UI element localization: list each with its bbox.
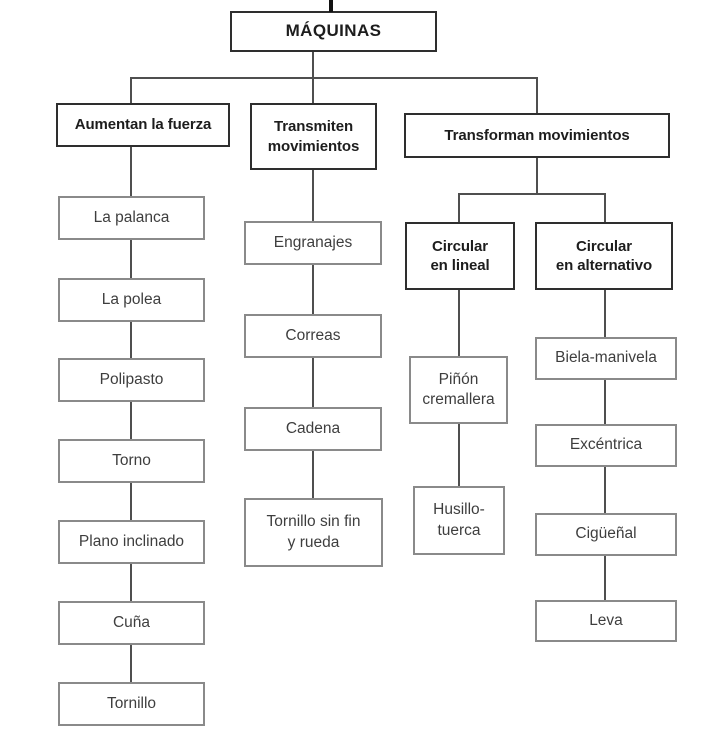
node-cuna — [58, 601, 205, 645]
node-la-polea — [58, 278, 205, 322]
node-pinon-line2: cremallera — [422, 391, 495, 408]
node-biela-manivela — [535, 337, 677, 380]
node-husillo-line1: Husillo- — [433, 501, 485, 519]
header-transmiten-line1: Transmiten — [273, 118, 354, 135]
connector-transmit-2 — [312, 265, 314, 314]
node-maquinas — [230, 11, 437, 52]
connector-transmit-3 — [312, 358, 314, 407]
node-engranajes-label: Engranajes — [273, 233, 353, 251]
node-polipasto — [58, 358, 205, 402]
header-circular-en-lineal — [405, 222, 515, 290]
node-leva — [535, 600, 677, 642]
node-torno — [58, 439, 205, 483]
node-cadena-label: Cadena — [285, 419, 341, 437]
node-pinon-line1: Piñón — [438, 370, 479, 388]
connector-alt-2 — [604, 380, 606, 424]
node-plano-inclinado-label: Plano inclinado — [78, 532, 185, 550]
header-circular-alt-line2: en alternativo — [555, 257, 653, 274]
connector-alt-3 — [604, 467, 606, 513]
node-cuna-label: Cuña — [112, 613, 151, 631]
connector-force-4 — [130, 402, 132, 439]
header-circular-en-alternativo — [535, 222, 673, 290]
top-stub-line — [329, 0, 333, 12]
node-husillo-tuerca — [413, 486, 505, 555]
connector-force-1 — [130, 147, 132, 196]
connector-linear-2 — [458, 424, 460, 486]
header-circular-alt-line1: Circular — [576, 237, 632, 255]
header-transmiten-movimientos — [250, 103, 377, 170]
node-la-palanca — [58, 196, 205, 240]
node-excentrica — [535, 424, 677, 467]
connector-linear-1 — [458, 290, 460, 356]
header-transforman-movimientos — [404, 113, 670, 158]
header-aumentan-la-fuerza — [56, 103, 230, 147]
connector-drop-linear — [458, 193, 460, 222]
node-la-polea-label: La polea — [101, 290, 162, 308]
node-pinon-cremallera — [409, 356, 508, 424]
header-transmiten-line2: movimientos — [267, 137, 360, 155]
connector-drop-force — [130, 77, 132, 103]
node-torno-label: Torno — [112, 451, 151, 469]
node-tornillo-sin-fin-line1: Tornillo sin fin — [266, 513, 361, 531]
node-maquinas-label: MÁQUINAS — [285, 21, 382, 41]
connector-alt-1 — [604, 290, 606, 337]
connector-level2-horizontal — [458, 193, 606, 195]
node-tornillo — [58, 682, 205, 726]
node-tornillo-sin-fin — [244, 498, 383, 567]
header-transforman-label: Transforman movimientos — [444, 126, 630, 144]
node-engranajes — [244, 221, 382, 265]
node-excentrica-label: Excéntrica — [569, 436, 643, 454]
node-leva-label: Leva — [589, 611, 623, 629]
header-aumentan-la-fuerza-label: Aumentan la fuerza — [74, 116, 212, 134]
connector-force-5 — [130, 483, 132, 520]
connector-level1-horizontal — [130, 77, 538, 79]
header-circular-lineal-line1: Circular — [432, 237, 488, 255]
node-la-palanca-label: La palanca — [93, 208, 170, 226]
node-correas — [244, 314, 382, 358]
node-polipasto-label: Polipasto — [99, 370, 164, 388]
node-correas-label: Correas — [285, 326, 341, 344]
connector-transform-drop — [536, 158, 538, 194]
node-plano-inclinado — [58, 520, 205, 564]
node-biela-manivela-label: Biela-manivela — [555, 349, 657, 367]
connector-force-3 — [130, 322, 132, 358]
connector-force-7 — [130, 645, 132, 682]
connector-force-2 — [130, 240, 132, 278]
connector-drop-alternative — [604, 193, 606, 222]
node-cadena — [244, 407, 382, 451]
node-tornillo-label: Tornillo — [106, 694, 157, 712]
connector-transmit-1 — [312, 170, 314, 221]
connector-alt-4 — [604, 556, 606, 600]
node-tornillo-sin-fin-line2: y rueda — [287, 533, 340, 551]
connector-transmit-4 — [312, 451, 314, 498]
node-ciguenal — [535, 513, 677, 556]
node-ciguenal-label: Cigüeñal — [575, 525, 637, 543]
node-husillo-line2: tuerca — [437, 521, 481, 539]
header-circular-lineal-line2: en lineal — [430, 257, 490, 274]
connector-force-6 — [130, 564, 132, 601]
connector-drop-transform — [536, 77, 538, 113]
